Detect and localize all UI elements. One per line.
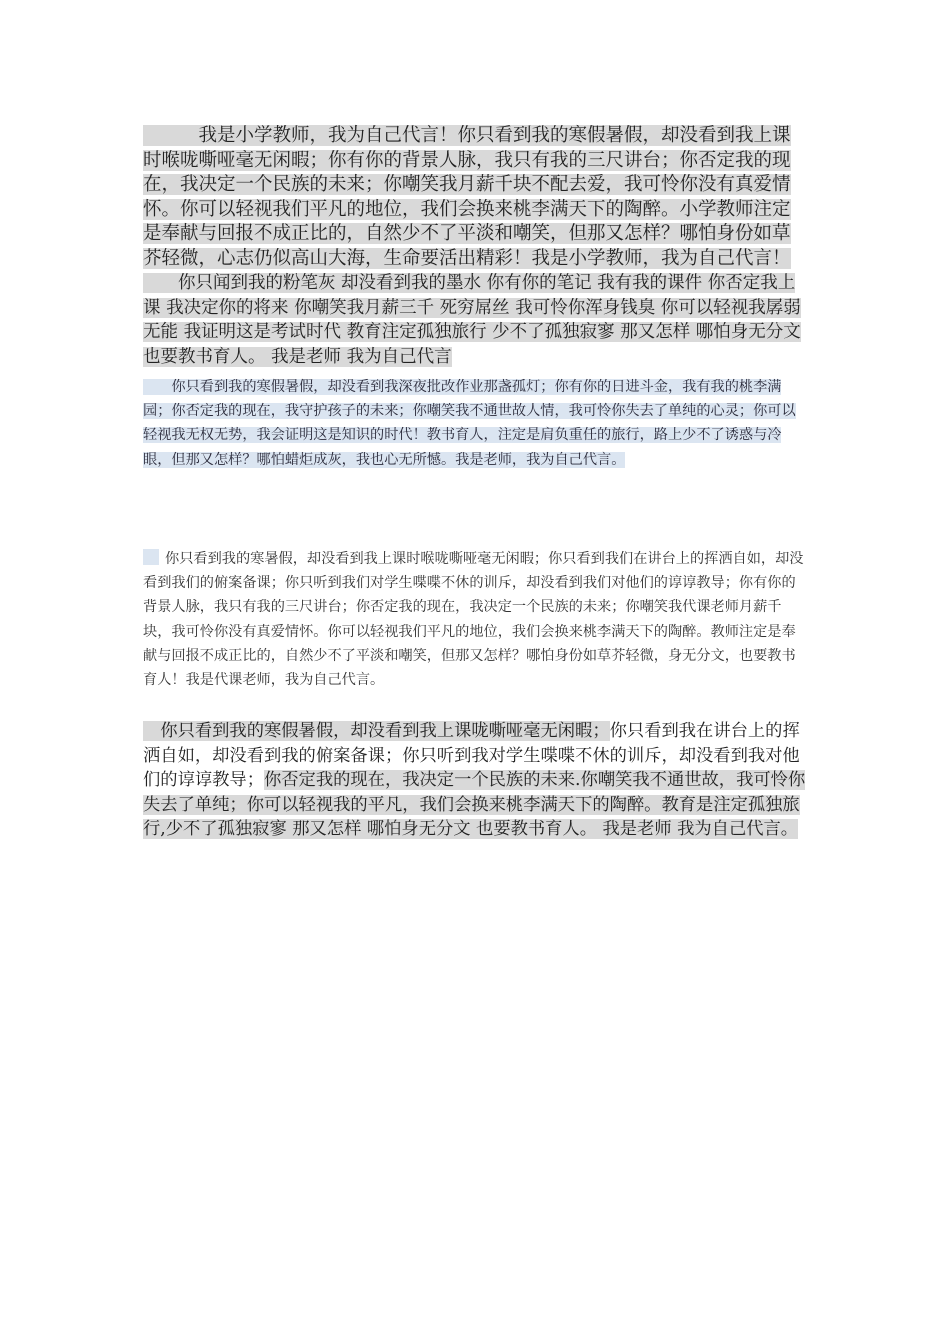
- paragraph-1-text: 我是小学教师，我为自己代言！你只看到我的寒假暑假，却没看到我上课时喉咙嘶哑毫无闲暇；你有你的背景人脉，我只有我的三尺讲台；你否定我的现在，我决定一个民族的未来；你嘲笑我月薪千块不配去爱，我可怜你没有真爱情怀。你可以轻视我们平凡的地位，我们会换来桃李满天下的陶醉。小学教师注定是奉献与回报不成正比的，自然少不了平淡和嘲笑，但那又怎样？哪怕身份如草芥轻微，心志仍似高山大海，生命要活出精彩！我是小学教师，我为自己代言！: [143, 125, 791, 269]
- paragraph-3: [143, 375, 807, 472]
- paragraph-4: [143, 547, 807, 692]
- paragraph-5-highlight-a: 你只看到我的寒假暑假，却没看到我上课咙嘶哑毫无闲暇；: [143, 721, 610, 741]
- paragraph-3-text: 你只看到我的寒假暑假，却没看到我深夜批改作业那盏孤灯；你有你的日进斗金，我有我的桃李满园；你否定我的现在，我守护孩子的未来；你嘲笑我不通世故人情，我可怜你失去了单纯的心灵；你可以轻视我无权无势，我会证明这是知识的时代！教书育人，注定是肩负重任的旅行，路上少不了诱惑与冷眼，但那又怎样？哪怕蜡炬成灰，我也心无所憾。我是老师，我为自己代言。: [143, 379, 796, 468]
- paragraph-5: [143, 719, 807, 842]
- paragraph-2: [143, 271, 807, 369]
- paragraph-5-plain: 你只看到我在讲台上的挥洒自如，却没看到我的俯案备课；你只听到我对学生喋喋不休的训斥，却没看到我对他们的谆谆教导；: [143, 721, 800, 790]
- paragraph-4-text: 你只看到我的寒暑假，却没看到我上课时喉咙嘶哑毫无闲暇；你只看到我们在讲台上的挥洒自如，却没看到我们的俯案备课；你只听到我们对学生喋喋不休的训斥，却没看到我们对他们的谆谆教导；你有你的背景人脉，我只有我的三尺讲台；你否定我的现在，我决定一个民族的未来；你嘲笑我代课老师月薪千块，我可怜你没有真爱情怀。你可以轻视我们平凡的地位，我们会换来桃李满天下的陶醉。教师注定是奉献与回报不成正比的，自然少不了平淡和嘲笑，但那又怎样？哪怕身份如草芥轻微，身无分文，也要教书育人！我是代课老师，我为自己代言。: [143, 551, 804, 689]
- highlight-marker: [143, 549, 159, 565]
- paragraph-1: [143, 124, 807, 272]
- paragraph-2-text: 你只闻到我的粉笔灰 却没看到我的墨水 你有你的笔记 我有我的课件 你否定我上课 我决定你的将来 你嘲笑我月薪三千 死穷屌丝 我可怜你浑身钱臭 你可以轻视我孱弱无能 我证明这是考试时代 教育注定孤独旅行 少不了孤独寂寥 那又怎样 哪怕身无分文 也要教书育人。 我是老师 我为自己代言: [143, 273, 801, 367]
- paragraph-5-highlight-b: 你否定我的现在，我决定一个民族的未来.你嘲笑我不通世故，我可怜你失去了单纯；你可以轻视我的平凡，我们会换来桃李满天下的陶醉。教育是注定孤独旅行,少不了孤独寂寥 那又怎样 哪怕身无分文 也要教书育人。 我是老师 我为自己代言。: [143, 770, 806, 839]
